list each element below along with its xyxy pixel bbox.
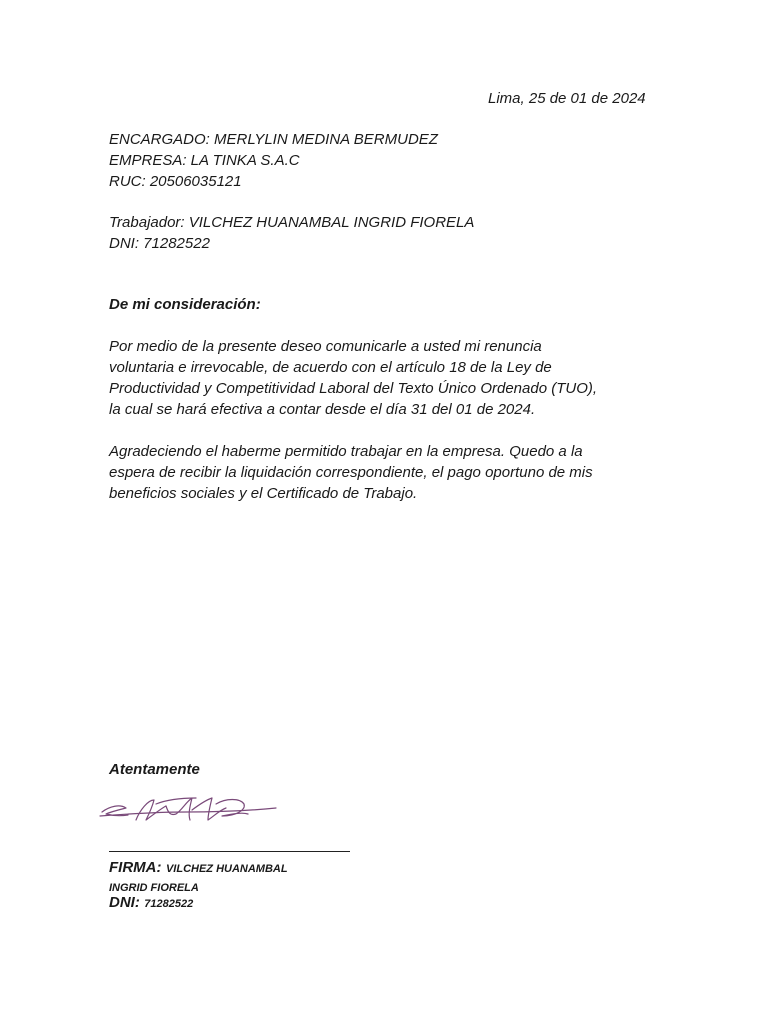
body-p2-line1: Agradeciendo el haberme permitido trabajar en la empresa. Quedo a la xyxy=(109,443,583,460)
firma-label: FIRMA: xyxy=(109,859,162,876)
dni-label: DNI: xyxy=(109,894,140,911)
salutation: De mi consideración: xyxy=(109,296,261,313)
firma-name-line1: VILCHEZ HUANAMBAL xyxy=(165,863,288,875)
firma-name-line2: INGRID FIORELA xyxy=(109,882,199,894)
sender-trabajador: Trabajador: VILCHEZ HUANAMBAL INGRID FIORELA xyxy=(109,214,475,231)
letter-date: Lima, 25 de 01 de 2024 xyxy=(488,90,646,107)
recipient-encargado: ENCARGADO: MERLYLIN MEDINA BERMUDEZ xyxy=(109,131,438,148)
signature-line xyxy=(109,851,350,852)
body-p1-line3: Productividad y Competitividad Laboral del Texto Único Ordenado (TUO), xyxy=(109,380,598,397)
firma-row xyxy=(109,859,288,877)
dni-value: 71282522 xyxy=(144,898,194,910)
body-p1-line4: la cual se hará efectiva a contar desde el día 31 del 01 de 2024. xyxy=(109,401,536,418)
sender-dni: DNI: 71282522 xyxy=(109,235,210,252)
closing-atentamente: Atentamente xyxy=(109,761,200,778)
body-p2-line2: espera de recibir la liquidación correspondiente, el pago oportuno de mis xyxy=(109,464,593,481)
body-p1-line2: voluntaria e irrevocable, de acuerdo con el artículo 18 de la Ley de xyxy=(109,359,552,376)
body-p2-line3: beneficios sociales y el Certificado de Trabajo. xyxy=(109,485,418,502)
dni-row xyxy=(109,894,193,912)
recipient-empresa: EMPRESA: LA TINKA S.A.C xyxy=(109,152,300,169)
recipient-ruc: RUC: 20506035121 xyxy=(109,173,242,190)
handwritten-signature xyxy=(96,790,280,830)
body-p1-line1: Por medio de la presente deseo comunicarle a usted mi renuncia xyxy=(109,338,542,355)
